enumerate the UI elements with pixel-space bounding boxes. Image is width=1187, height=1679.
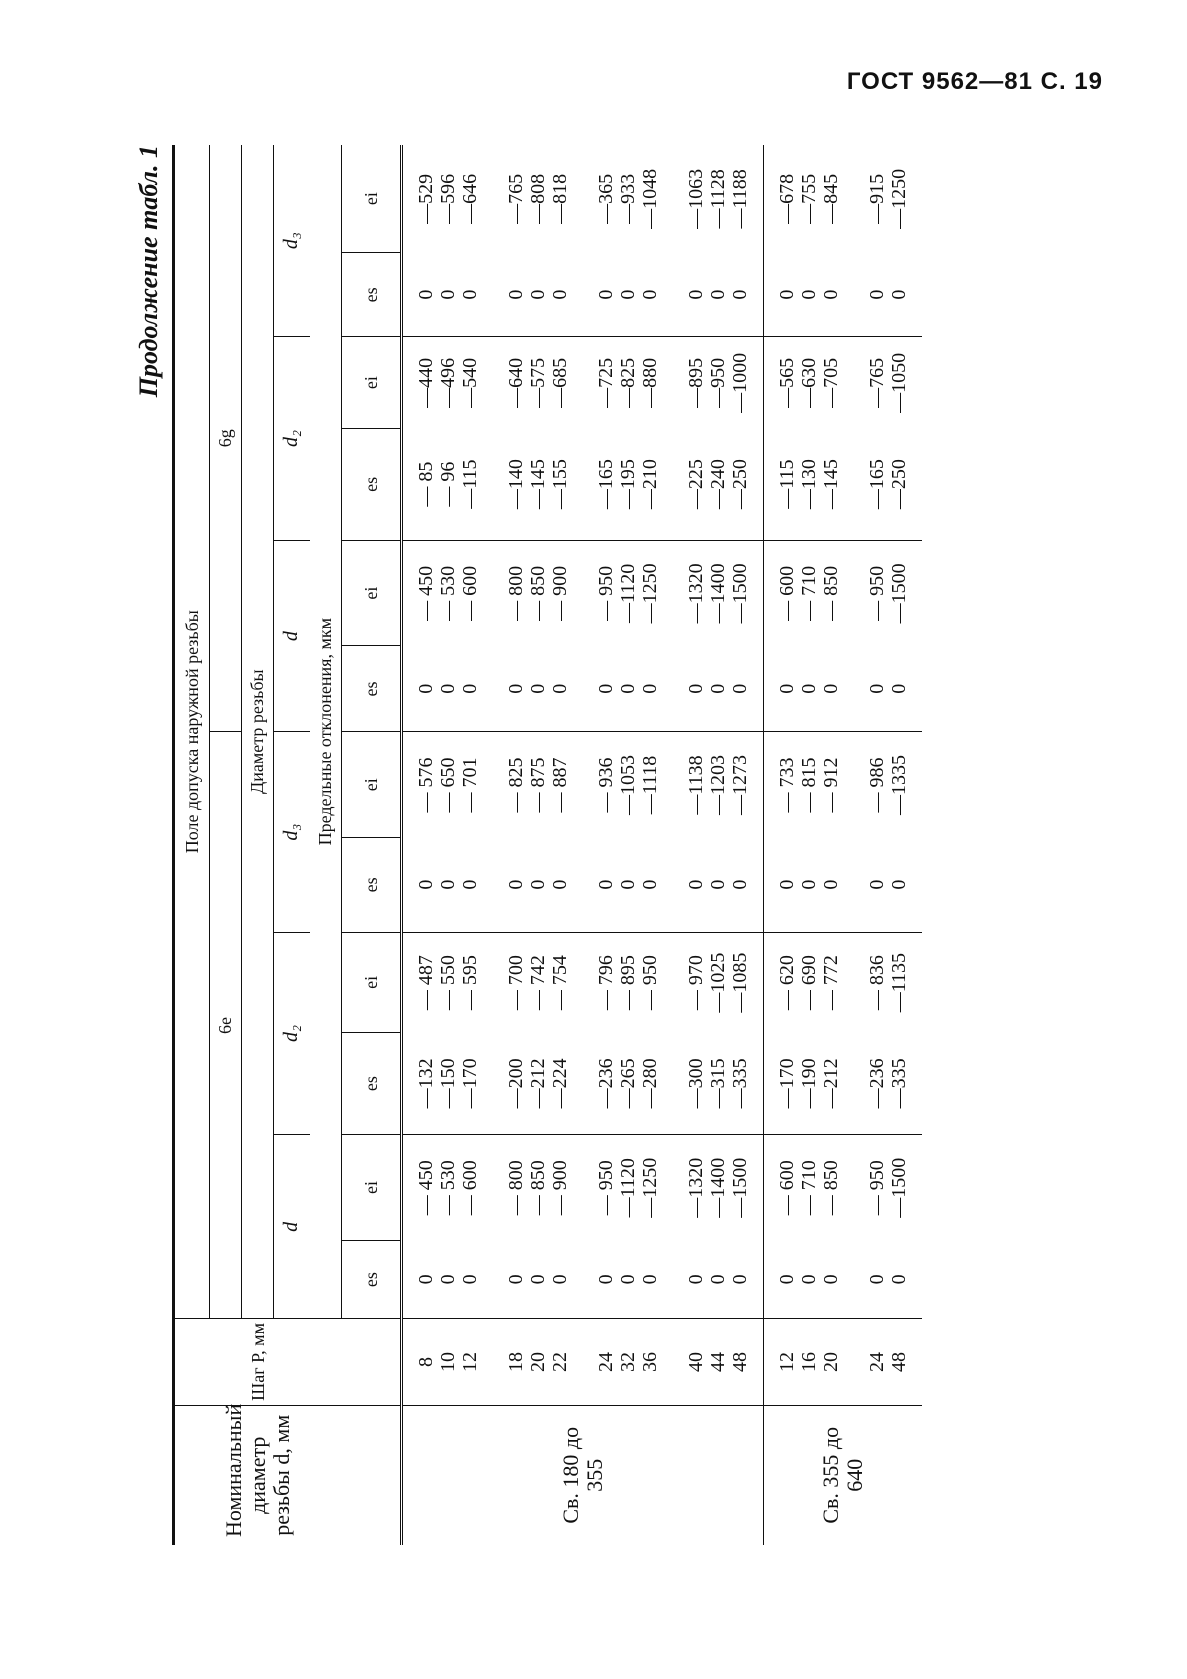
table-row [854,145,922,1545]
value-cell: — 970 —1025 —1085 [673,932,764,1032]
pitch-cell: 24 32 36 [583,1319,673,1405]
value-cell: 0 0 0 [673,646,764,732]
value-cell: 0 0 0 [493,646,583,732]
value-cell: —115 —130 —145 [764,428,855,540]
value-cell: — 950 —1120 —1250 [595,563,661,624]
pitch-cell: 18 20 22 [493,1319,583,1405]
value-cell: — 450 — 530 — 600 [415,1160,481,1216]
value-cell: — 936 —1053 —1118 [595,755,661,816]
field-6e-header: 6e [210,732,242,1319]
value-cell: —565 —630 —705 [776,357,842,408]
value-cell: —765 —808 —818 [505,173,571,224]
pitch-cell: 40 44 48 [673,1319,764,1405]
value-cell: 0 0 0 [583,1240,673,1319]
value-cell: —225 —240 —250 [673,428,764,540]
value-cell: —440 —496 —540 [415,357,481,408]
value-cell: —1063 —1128 —1188 [673,145,764,253]
value-cell: 0 0 0 [402,253,494,337]
value-cell: —1320 —1400 —1500 [673,540,764,646]
sym-d3-6g: d₃ [274,145,310,337]
es-header: es [342,838,402,933]
value-cell: — 600 — 710 — 850 [776,565,842,621]
value-cell: 0 0 0 [493,253,583,337]
value-cell: — 825 — 875 — 887 [505,757,571,813]
table-row [673,145,764,1545]
value-cell: 0 0 0 [402,646,494,732]
value-cell: —529 —596 —646 [415,173,481,224]
page-header: ГОСТ 9562—81 С. 19 [846,68,1103,95]
value-cell: — 600 — 710 — 850 [776,1160,842,1216]
es-header: es [342,1240,402,1319]
sym-d-6g: d [274,540,310,732]
pitch-header: Шаг P, мм [174,1319,342,1405]
value-cell: 0 0 0 [583,646,673,732]
value-cell: 0 0 0 [764,646,855,732]
value-cell: — 576 — 650 — 701 [415,757,481,813]
value-cell: —165 —195 —210 [583,428,673,540]
value-cell: — 950 —1500 [866,1157,910,1218]
pitch-cell: 8 10 12 [402,1319,494,1405]
field-6g-header: 6g [210,145,242,732]
value-cell: —640 —575 —685 [505,357,571,408]
blank-header-cell [342,1405,402,1545]
table-row [583,145,673,1545]
rotated-table-block [134,145,1052,1545]
ei-header: ei [342,732,402,838]
value-cell: — 85 — 96 —115 [402,428,494,540]
diameter-range-cell: Св. 355 до 640 [818,1426,867,1524]
value-cell: —132 —150 —170 [402,1032,494,1134]
value-cell: — 986 —1335 [866,755,910,816]
value-cell: 0 0 0 [673,1240,764,1319]
value-cell: —678 —755 —845 [776,173,842,224]
es-header: es [342,646,402,732]
value-cell: —895 —950 —1000 [673,337,764,429]
value-cell: — 796 — 895 — 950 [595,955,661,1011]
value-cell: — 836 —1135 [866,952,910,1013]
value-cell: — 450 — 530 — 600 [415,565,481,621]
value-cell: 0 0 [854,646,922,732]
limits-header: Предельные отклонения, мкм [310,145,342,1319]
value-cell: —765 —1050 [866,352,910,413]
value-cell: —170 —190 —212 [764,1032,855,1134]
value-cell: —725 —825 —880 [595,357,661,408]
value-cell: —300 —315 —335 [673,1032,764,1134]
ei-header: ei [342,540,402,646]
value-cell: —165 —250 [854,428,922,540]
nominal-diameter-header: Номинальный диаметр резьбы d, мм [174,1405,342,1545]
value-cell: 0 0 0 [673,838,764,933]
value-cell: —200 —212 —224 [493,1032,583,1134]
value-cell: 0 0 0 [583,253,673,337]
pitch-cell: 12 16 20 [764,1319,855,1405]
ei-header: ei [342,145,402,253]
sym-d2-6g: d₂ [274,337,310,541]
continuation-caption: Продолжение табл. 1 [134,145,163,398]
value-cell: — 733 — 815 — 912 [776,757,842,813]
pitch-cell: 24 48 [854,1319,922,1405]
table-body [402,145,923,1545]
blank-pitch-cell [342,1319,402,1405]
value-cell: —140 —145 —155 [493,428,583,540]
value-cell: — 950 —1500 [866,563,910,624]
value-cell: 0 0 [854,1240,922,1319]
tolerance-table [172,145,922,1545]
ei-header: ei [342,337,402,429]
value-cell: — 620 — 690 — 772 [776,955,842,1011]
es-header: es [342,1032,402,1134]
value-cell: 0 0 0 [402,838,494,933]
es-header: es [342,253,402,337]
value-cell: 0 0 0 [583,838,673,933]
value-cell: —915 —1250 [866,168,910,229]
value-cell: 0 0 0 [673,253,764,337]
ei-header: ei [342,1135,402,1241]
value-cell: 0 0 0 [764,253,855,337]
ei-header: ei [342,932,402,1032]
value-cell: 0 0 0 [402,1240,494,1319]
sym-d3-6e: d₃ [274,732,310,932]
value-cell: —236 —335 [854,1032,922,1134]
value-cell: —365 —933 —1048 [595,168,661,229]
value-cell: — 800 — 850 — 900 [505,565,571,621]
value-cell: — 700 — 742 — 754 [505,955,571,1011]
table-row [402,145,494,1545]
value-cell: — 487 — 550 — 595 [415,955,481,1011]
diameter-header: Диаметр резьбы [242,145,274,1319]
sym-d-6e: d [274,1135,310,1319]
diameter-range-cell: Св. 180 до 355 [402,1405,764,1545]
value-cell: —236 —265 —280 [583,1032,673,1134]
value-cell: 0 0 0 [493,838,583,933]
value-cell: 0 0 0 [493,1240,583,1319]
value-cell: —1320 —1400 —1500 [673,1135,764,1241]
value-cell: —1138 —1203 —1273 [673,732,764,838]
value-cell: 0 0 0 [764,838,855,933]
value-cell: 0 0 0 [764,1240,855,1319]
value-cell: 0 0 [854,838,922,933]
es-header: es [342,428,402,540]
field-header: Поле допуска наружной резьбы [174,145,210,1319]
value-cell: — 950 —1120 —1250 [595,1157,661,1218]
value-cell: — 800 — 850 — 900 [505,1160,571,1216]
sym-d2-6e: d₂ [274,932,310,1134]
value-cell: 0 0 [854,253,922,337]
table-row [493,145,583,1545]
table-row [764,145,855,1545]
